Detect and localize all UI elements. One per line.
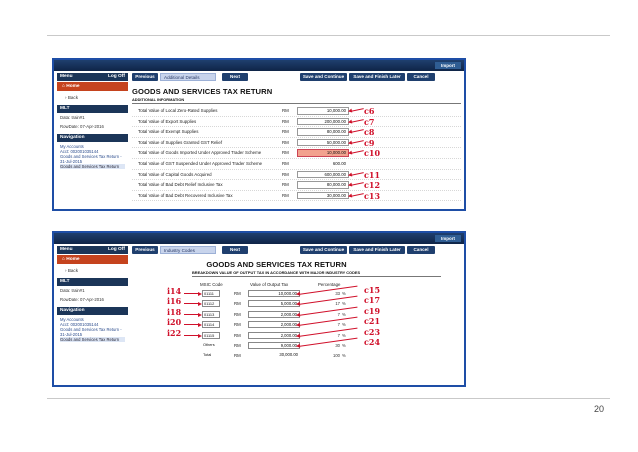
table-row bbox=[132, 285, 461, 299]
data-user: Data: train#1 bbox=[60, 115, 85, 120]
row-label: Others bbox=[203, 341, 215, 347]
currency-label: RM bbox=[234, 311, 241, 317]
bottom-divider bbox=[47, 398, 610, 399]
annotation-label-left: i14 bbox=[167, 286, 182, 296]
currency-label: RM bbox=[234, 332, 241, 338]
nav-gst-period[interactable]: 31-Jul-2015 bbox=[60, 331, 83, 337]
table-row bbox=[132, 170, 461, 181]
currency-label: RM bbox=[234, 301, 241, 307]
logoff-link[interactable]: Log Off bbox=[107, 247, 125, 252]
annotation-arrow bbox=[350, 172, 364, 176]
output-tax-input[interactable]: 9,000.00 bbox=[248, 342, 300, 349]
navigation-list bbox=[57, 315, 128, 344]
nav-gst-return[interactable]: Goods and Services Tax Return - bbox=[60, 326, 122, 332]
row-label: Total Value of Local Zero-Rated Supplies bbox=[138, 108, 218, 113]
navigation-header: Navigation bbox=[57, 134, 128, 142]
table-row bbox=[132, 159, 461, 170]
home-label: Home bbox=[66, 257, 80, 262]
table-row bbox=[132, 127, 461, 138]
annotation-arrow bbox=[350, 129, 364, 133]
row-label: Total Value of Bad Debt Recovered Inclusive Tax bbox=[138, 192, 233, 198]
output-tax-input[interactable]: 2,000.00 bbox=[248, 321, 300, 328]
percentage-value: 100 bbox=[333, 353, 340, 359]
chevron-right-icon: › bbox=[65, 95, 68, 100]
amount-input: 600.00 bbox=[332, 160, 346, 166]
cancel-button[interactable]: Cancel bbox=[407, 73, 435, 81]
annotation-arrow bbox=[184, 314, 200, 315]
nav-gst-period[interactable]: 31-Jul-2015 bbox=[60, 158, 83, 164]
currency-label: RM bbox=[282, 139, 289, 145]
amount-input[interactable]: 10,000.00 bbox=[297, 107, 349, 115]
annotation-arrow bbox=[350, 140, 364, 144]
screenshot-additional-details bbox=[52, 58, 466, 211]
percent-unit: % bbox=[342, 332, 346, 338]
percentage-value: 17 bbox=[335, 301, 340, 307]
annotation-arrow bbox=[184, 293, 200, 294]
currency-label: RM bbox=[282, 171, 289, 177]
back-link[interactable]: › Back bbox=[65, 95, 79, 100]
page-number: 20 bbox=[594, 404, 605, 414]
form-title: GOODS AND SERVICES TAX RETURN bbox=[206, 260, 347, 269]
annotation-label-right: c21 bbox=[364, 316, 381, 327]
row-label: Total Value of Export Supplies bbox=[138, 118, 197, 124]
annotation-label: c9 bbox=[364, 137, 375, 148]
annotation-label: c7 bbox=[364, 116, 375, 127]
import-button[interactable]: Import bbox=[435, 235, 461, 242]
annotation-label-left: i20 bbox=[167, 317, 182, 328]
output-tax-input[interactable]: 2,000.00 bbox=[248, 332, 300, 339]
annotation-label-right: c19 bbox=[364, 305, 381, 316]
annotation-label: c12 bbox=[364, 180, 381, 191]
annotation-label-left: i16 bbox=[167, 296, 182, 307]
table-row bbox=[132, 336, 461, 351]
annotation-label-right: c15 bbox=[364, 285, 381, 295]
row-label: Total Value of Exempt Supplies bbox=[138, 129, 199, 135]
output-tax-input[interactable]: 2,000.00 bbox=[248, 311, 300, 318]
amount-input[interactable]: 50,000.00 bbox=[297, 139, 349, 147]
row-date: RowDate: 07-Apr-2016 bbox=[60, 297, 104, 303]
save-finish-later-button[interactable]: Save and Finish Later bbox=[349, 73, 405, 81]
annotation-arrow bbox=[350, 193, 364, 197]
cancel-button[interactable]: Cancel bbox=[407, 246, 435, 254]
table-row bbox=[132, 191, 461, 202]
data-user: Data: train#1 bbox=[60, 288, 85, 293]
top-divider bbox=[47, 35, 610, 36]
amount-input[interactable]: 30,000.00 bbox=[297, 192, 349, 200]
percent-unit: % bbox=[342, 311, 346, 317]
currency-label: RM bbox=[282, 129, 289, 135]
home-icon: ⌂ bbox=[62, 257, 67, 262]
sidebar bbox=[57, 246, 128, 382]
annotation-label: c8 bbox=[364, 127, 375, 138]
import-button[interactable]: Import bbox=[435, 62, 461, 69]
msic-code-input[interactable]: 01112 bbox=[202, 300, 220, 307]
annotation-label: c11 bbox=[364, 169, 381, 180]
form-title: GOODS AND SERVICES TAX RETURN bbox=[132, 87, 273, 96]
currency-label: RM bbox=[234, 353, 241, 359]
currency-label: RM bbox=[282, 118, 289, 124]
currency-label: RM bbox=[282, 182, 289, 188]
navigation-header: Navigation bbox=[57, 307, 128, 315]
currency-label: RM bbox=[282, 108, 289, 113]
annotation-label: c6 bbox=[364, 106, 375, 116]
annotation-label-right: c17 bbox=[364, 295, 381, 306]
home-icon: ⌂ bbox=[62, 84, 67, 89]
additional-info-rows bbox=[132, 106, 461, 201]
amount-input[interactable]: 10,000.00 bbox=[297, 149, 349, 157]
table-row bbox=[132, 295, 461, 309]
logoff-link[interactable]: Log Off bbox=[107, 74, 125, 79]
table-row bbox=[132, 326, 461, 341]
msic-code-input[interactable]: 01113 bbox=[202, 311, 220, 318]
previous-button[interactable]: Previous bbox=[132, 246, 158, 254]
output-tax-input: 30,000.00 bbox=[279, 352, 298, 358]
percent-unit: % bbox=[342, 322, 346, 328]
output-tax-input[interactable]: 5,000.00 bbox=[248, 300, 300, 307]
percent-unit: % bbox=[342, 353, 346, 359]
nav-account[interactable]: Acct: 002001035144 bbox=[60, 148, 99, 154]
table-row bbox=[132, 148, 461, 159]
table-row bbox=[132, 138, 461, 149]
table-row bbox=[132, 117, 461, 128]
back-link[interactable]: › Back bbox=[65, 268, 79, 273]
output-tax-input[interactable]: 10,000.00 bbox=[248, 290, 300, 297]
nav-gst-return-current[interactable]: Goods and Services Tax Return bbox=[60, 164, 125, 169]
sidebar bbox=[57, 73, 128, 206]
percentage-value: 30 bbox=[335, 342, 340, 348]
annotation-arrow bbox=[184, 324, 200, 325]
percentage-value: 7 bbox=[337, 332, 340, 338]
save-finish-later-button[interactable]: Save and Finish Later bbox=[349, 246, 405, 254]
table-row bbox=[132, 351, 461, 361]
nav-my-accounts[interactable]: My Accounts bbox=[60, 143, 84, 149]
nav-my-accounts[interactable]: My Accounts bbox=[60, 316, 84, 322]
menu-label: Menu bbox=[60, 247, 73, 252]
section-field[interactable]: Industry Codes bbox=[160, 246, 216, 254]
annotation-label: c10 bbox=[364, 148, 381, 159]
amount-input[interactable]: 200,000.00 bbox=[297, 118, 349, 126]
table-row bbox=[132, 305, 461, 320]
mlt-header: MLT bbox=[57, 278, 128, 286]
nav-gst-return[interactable]: Goods and Services Tax Return - bbox=[60, 153, 122, 159]
nav-account[interactable]: Acct: 002001035144 bbox=[60, 321, 99, 327]
percent-unit: % bbox=[342, 301, 346, 307]
top-bar bbox=[54, 60, 464, 71]
menu-label: Menu bbox=[60, 74, 73, 79]
percentage-value: 33 bbox=[335, 291, 340, 296]
currency-label: RM bbox=[234, 322, 241, 328]
col-value-output-tax: Value of Output Tax bbox=[250, 282, 289, 287]
col-msic-code: MSIC Code bbox=[200, 282, 223, 287]
annotation-arrow bbox=[184, 303, 200, 304]
amount-input[interactable]: 80,000.00 bbox=[297, 128, 349, 136]
section-subheading: ADDITIONAL INFORMATION bbox=[132, 97, 461, 104]
row-label: Total Value of GST Suspended Under Approved Trader Scheme bbox=[138, 160, 263, 166]
home-menu-item[interactable] bbox=[57, 82, 128, 91]
row-date: RowDate: 07-Apr-2016 bbox=[60, 124, 104, 130]
annotation-label-right: c24 bbox=[364, 336, 381, 347]
annotation-arrow bbox=[350, 182, 364, 186]
percentage-value: 7 bbox=[337, 322, 340, 328]
col-percentage: Percentage bbox=[318, 282, 341, 287]
currency-label: RM bbox=[282, 160, 289, 166]
annotation-arrow bbox=[350, 150, 364, 154]
annotation-label-left: i22 bbox=[167, 327, 182, 338]
top-bar bbox=[54, 233, 464, 244]
menu-header bbox=[57, 73, 128, 81]
annotation-label: c13 bbox=[364, 190, 381, 201]
home-label: Home bbox=[66, 84, 80, 89]
main-content bbox=[132, 246, 461, 382]
row-label: Total Value of Capital Goods Acquired bbox=[138, 171, 212, 177]
amount-input[interactable]: 80,000.00 bbox=[297, 181, 349, 189]
annotation-label-right: c23 bbox=[364, 326, 381, 337]
msic-code-input[interactable]: 01114 bbox=[202, 321, 220, 328]
msic-code-input[interactable]: 01111 bbox=[202, 290, 220, 297]
annotation-arrow bbox=[350, 108, 364, 112]
msic-code-input[interactable]: 01115 bbox=[202, 332, 220, 339]
annotation-label-left: i18 bbox=[167, 306, 182, 317]
percent-unit: % bbox=[342, 342, 346, 348]
amount-input[interactable]: 600,000.00 bbox=[297, 171, 349, 179]
currency-label: RM bbox=[234, 342, 241, 348]
toolbar bbox=[132, 73, 461, 82]
screenshot-industry-codes bbox=[52, 231, 466, 387]
row-label: Total Value of Bad Debt Relief Inclusive Tax bbox=[138, 182, 223, 188]
currency-label: RM bbox=[282, 192, 289, 198]
industry-codes-table bbox=[132, 280, 461, 362]
annotation-arrow bbox=[184, 335, 200, 336]
main-content bbox=[132, 73, 461, 206]
currency-label: RM bbox=[234, 291, 241, 296]
annotation-arrow bbox=[350, 119, 364, 123]
row-label: Total Value of Supplies Granted GST Relief bbox=[138, 139, 223, 145]
mlt-header: MLT bbox=[57, 105, 128, 113]
save-continue-button[interactable]: Save and Continue bbox=[300, 73, 347, 81]
table-row bbox=[132, 106, 461, 117]
section-subheading: BREAKDOWN VALUE OF OUTPUT TAX IN ACCORDANCE WITH MAJOR INDUSTRY CODES bbox=[192, 270, 441, 277]
currency-label: RM bbox=[282, 150, 289, 156]
table-row bbox=[132, 180, 461, 191]
row-label: Total bbox=[203, 352, 212, 358]
table-header bbox=[132, 280, 461, 289]
table-row bbox=[132, 316, 461, 330]
nav-gst-return-current[interactable]: Goods and Services Tax Return bbox=[60, 337, 125, 342]
next-button[interactable]: Next bbox=[222, 73, 248, 81]
menu-header bbox=[57, 246, 128, 254]
save-continue-button[interactable]: Save and Continue bbox=[300, 246, 347, 254]
previous-button[interactable]: Previous bbox=[132, 73, 158, 81]
percent-unit: % bbox=[342, 291, 346, 296]
percentage-value: 7 bbox=[337, 311, 340, 317]
section-field[interactable]: Additional Details bbox=[160, 73, 216, 81]
toolbar bbox=[132, 246, 461, 255]
home-menu-item[interactable] bbox=[57, 255, 128, 264]
navigation-list bbox=[57, 142, 128, 171]
chevron-right-icon: › bbox=[65, 268, 68, 273]
row-label: Total Value of Goods Imported Under Approved Trader Scheme bbox=[138, 150, 262, 156]
next-button[interactable]: Next bbox=[222, 246, 248, 254]
